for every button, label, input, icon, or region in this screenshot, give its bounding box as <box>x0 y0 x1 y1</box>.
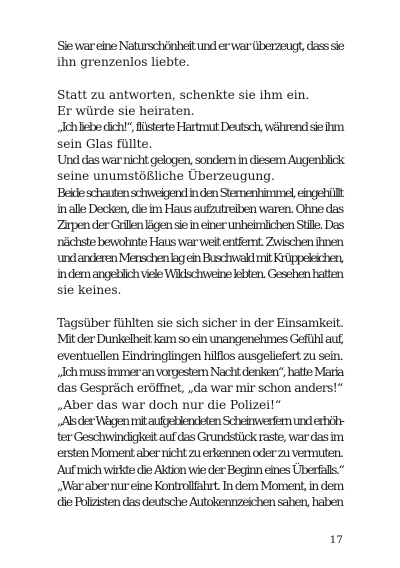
text-line: Und das war nicht gelogen, sondern in diesem Augenblick <box>57 153 344 168</box>
text-line: sein Glas füllte. <box>57 136 153 151</box>
text-line: „War aber nur eine Kontrollfahrt. In dem Moment, in dem <box>57 479 344 494</box>
text-line: nächste bewohnte Haus war weit entfernt. Zwischen ihnen <box>57 234 343 249</box>
text-line: Mit der Dunkelheit kam so ein unangenehmes Gefühl auf, <box>57 332 343 347</box>
text-line: und anderen Menschen lag ein Buschwald mit Krüppeleichen, <box>57 250 343 265</box>
text-line: Statt zu antworten, schenkte sie ihm ein. <box>57 87 310 102</box>
text-line: „Aber das war doch nur die Polizei!“ <box>57 397 281 412</box>
text-line: „Ich liebe dich!“, flüsterte Hartmut Deutsch, während sie ihm <box>57 120 344 135</box>
paragraph-2 <box>57 87 343 299</box>
text-line: das Gespräch eröffnet, „da war mir schon anders!“ <box>57 381 343 396</box>
text-line: Er würde sie heiraten. <box>57 104 195 119</box>
paragraph-1 <box>57 38 343 71</box>
text-line: in alle Decken, die im Haus aufzutreiben waren. Ohne das <box>57 201 343 216</box>
text-line: „Ich muss immer an vorgestern Nacht denken“, hatte Maria <box>57 364 343 379</box>
text-line: „Als der Wagen mit aufgeblendeten Scheinwerfern und erhöh- <box>57 413 344 428</box>
text-line: ter Geschwindigkeit auf das Grundstück raste, war das im <box>57 430 343 445</box>
text-line: sie keines. <box>57 283 122 298</box>
text-line: Zirpen der Grillen lägen sie in einer unheimlichen Stille. Das <box>57 218 344 233</box>
text-line: Auf mich wirkte die Aktion wie der Beginn eines Überfalls.“ <box>57 462 344 477</box>
text-line: ersten Moment aber nicht zu erkennen oder zu vermuten. <box>57 446 343 461</box>
page-number: 17 <box>329 534 343 546</box>
text-line: Beide schauten schweigend in den Sternenhimmel, eingehüllt <box>57 185 343 200</box>
text-line: in dem angeblich viele Wildschweine lebten. Gesehen hatten <box>57 267 343 282</box>
paragraph-gap <box>57 71 343 87</box>
paragraph-gap <box>57 299 343 315</box>
paragraph-3 <box>57 315 343 511</box>
text-line: die Polizisten das deutsche Autokennzeichen sahen, haben <box>57 495 343 510</box>
text-line: Tagsüber fühlten sie sich sicher in der Einsamkeit. <box>57 316 344 331</box>
text-line: Sie war eine Naturschönheit und er war überzeugt, dass sie <box>57 39 344 53</box>
text-line: eventuellen Eindringlingen hilflos ausgeliefert zu sein. <box>57 348 343 363</box>
text-line: ihn grenzenlos liebte. <box>57 55 190 70</box>
text-line: seine unumstößliche Überzeugung. <box>57 169 275 184</box>
